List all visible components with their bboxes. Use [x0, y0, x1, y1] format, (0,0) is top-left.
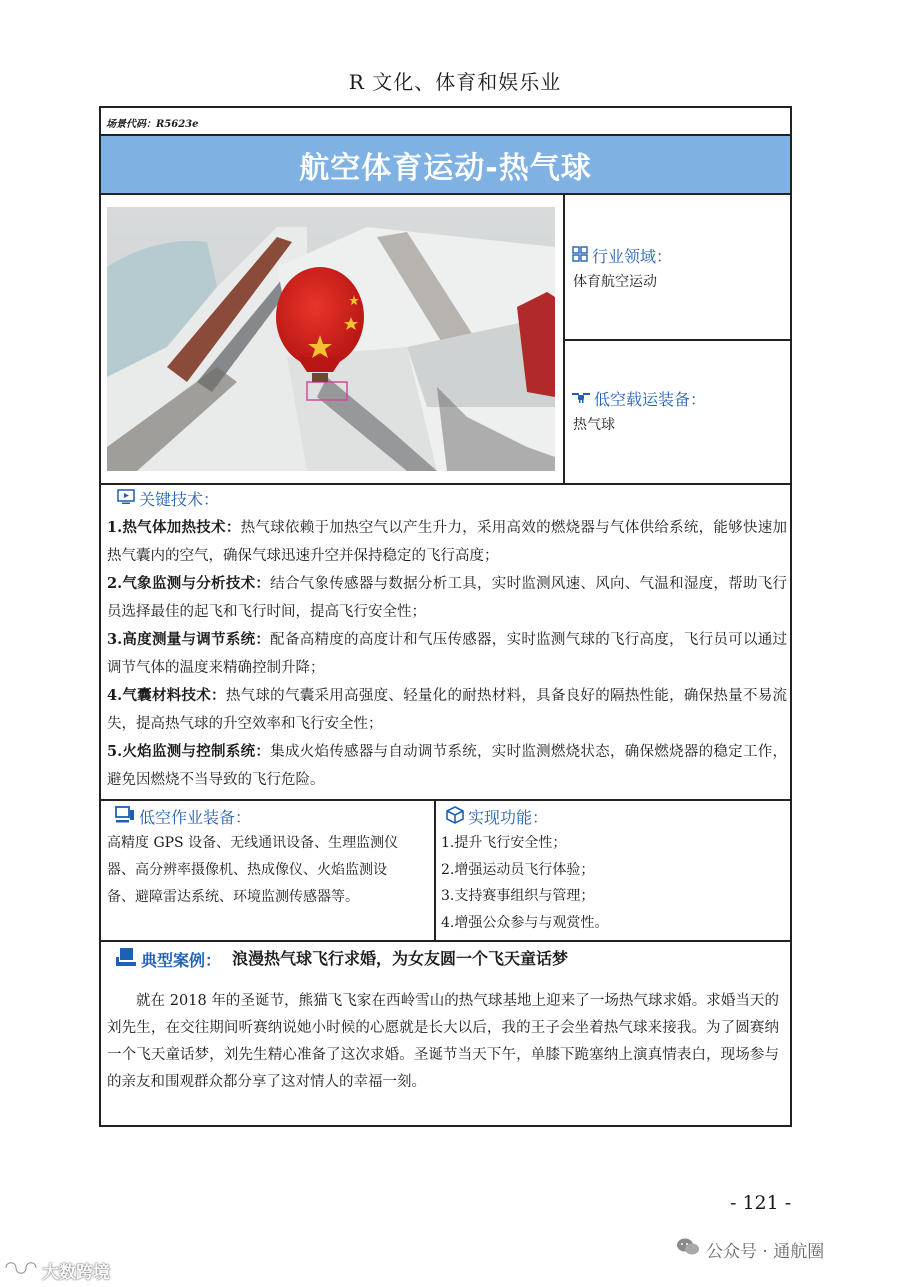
grid-icon	[572, 246, 588, 266]
equipment-icon	[115, 806, 135, 828]
tech-list	[107, 514, 787, 794]
divider	[101, 799, 790, 801]
tech-item-text: 热气球的气囊采用高强度、轻量化的耐热材料，具备良好的隔热性能，确保热量不易流失，提高热气球的升空效率和飞行安全性；	[107, 688, 788, 732]
equipment-line: 器、高分辨率摄像机、热成像仪、火焰监测设	[107, 862, 387, 878]
case-title: 浪漫热气球飞行求婚，为女友圆一个飞天童话梦	[232, 949, 569, 968]
balloon-scene-image	[107, 207, 555, 471]
tech-item-text: 集成火焰传感器与自动调节系统，实时监测燃烧状态，确保燃烧器的稳定工作，避免因燃烧不当导致的飞行危险。	[107, 744, 788, 788]
title-bar	[101, 134, 790, 195]
tech-item	[107, 738, 787, 794]
tech-item-text: 配备高精度的高度计和气压传感器，实时监测气球的飞行高度，飞行员可以通过调节气体的温度来精确控制升降；	[107, 632, 788, 676]
functions-label	[446, 805, 548, 828]
drone-icon	[572, 389, 590, 408]
tech-item-title: 2.气象监测与分析技术：	[107, 575, 271, 592]
watermark-left-text: 大数跨境	[42, 1263, 110, 1283]
function-item: 2.增强运动员飞行体验；	[441, 861, 595, 878]
carrier-label-text: 低空载运装备：	[594, 390, 707, 409]
watermark-right	[676, 1237, 824, 1262]
divider	[101, 940, 790, 942]
equipment-line: 备、避障雷达系统、环境监测传感器等。	[107, 889, 359, 905]
page-header: R 文化、体育和娱乐业	[348, 70, 562, 94]
equipment-label	[115, 805, 251, 828]
case-text: 就在 2018 年的圣诞节，熊猫飞飞家在西岭雪山的热气球基地上迎来了一场热气球求婚。求婚当天的刘先生，在交往期间听赛纳说她小时候的心愿就是长大以后，我的王子会坐着热气球来接我。为了圆赛纳一个飞天童话梦，刘先生精心准备了这次求婚。圣诞节当天下午，单膝下跪塞纳上演真情表白，现场参与的亲友和围观群众都分享了这对情人的幸福一刻。	[107, 993, 779, 1090]
industry-label-text: 行业领域：	[592, 247, 673, 266]
carrier-value: 热气球	[573, 417, 615, 433]
wechat-icon	[676, 1237, 700, 1262]
case-label-text: 典型案例：	[141, 950, 222, 970]
tech-label-text: 关键技术：	[139, 490, 220, 509]
tech-item-title: 5.火焰监测与控制系统：	[107, 743, 271, 760]
page-number: - 121 -	[730, 1192, 792, 1214]
tech-item	[107, 514, 787, 570]
hot-air-balloon-photo	[107, 207, 555, 471]
functions-list	[441, 830, 786, 936]
divider	[101, 483, 790, 485]
scene-code: 场景代码：R5623e	[106, 119, 199, 130]
logo-icon	[4, 1258, 38, 1283]
monitor-icon	[117, 489, 135, 509]
tech-item-title: 1.热气体加热技术：	[107, 519, 241, 536]
scene-title: 航空体育运动-热气球	[299, 150, 592, 186]
equipment-text	[107, 830, 429, 911]
tech-item	[107, 682, 787, 738]
person-icon	[115, 947, 137, 971]
tech-item-text: 热气球依赖于加热空气以产生升力，采用高效的燃烧器与气体供给系统，能够快速加热气囊内的空气，确保气球迅速升空并保持稳定的飞行高度；	[107, 520, 787, 564]
function-item: 3.支持赛事组织与管理；	[441, 888, 595, 904]
tech-item-text: 结合气象传感器与数据分析工具，实时监测风速、风向、气温和湿度，帮助飞行员选择最佳的起飞和飞行时间，提高飞行安全性；	[107, 576, 788, 620]
tech-label	[117, 487, 219, 510]
divider	[434, 801, 436, 941]
tech-item-title: 3.高度测量与调节系统：	[107, 631, 271, 648]
function-item: 4.增强公众参与与观赏性。	[441, 914, 609, 931]
industry-value: 体育航空运动	[573, 274, 657, 290]
watermark-right-text: 公众号 · 通航圈	[706, 1242, 825, 1262]
divider	[565, 339, 790, 341]
watermark-left	[4, 1258, 110, 1283]
carrier-label	[572, 387, 706, 410]
tech-item-title: 4.气囊材料技术：	[107, 687, 226, 704]
equipment-label-text: 低空作业装备：	[139, 808, 252, 827]
function-item: 1.提升飞行安全性；	[441, 835, 567, 851]
cube-icon	[446, 806, 464, 828]
functions-label-text: 实现功能：	[468, 808, 549, 827]
case-label	[115, 947, 221, 971]
equipment-line: 高精度 GPS 设备、无线通讯设备、生理监测仪	[107, 835, 399, 851]
tech-item	[107, 626, 787, 682]
industry-label	[572, 244, 672, 267]
tech-item	[107, 570, 787, 626]
